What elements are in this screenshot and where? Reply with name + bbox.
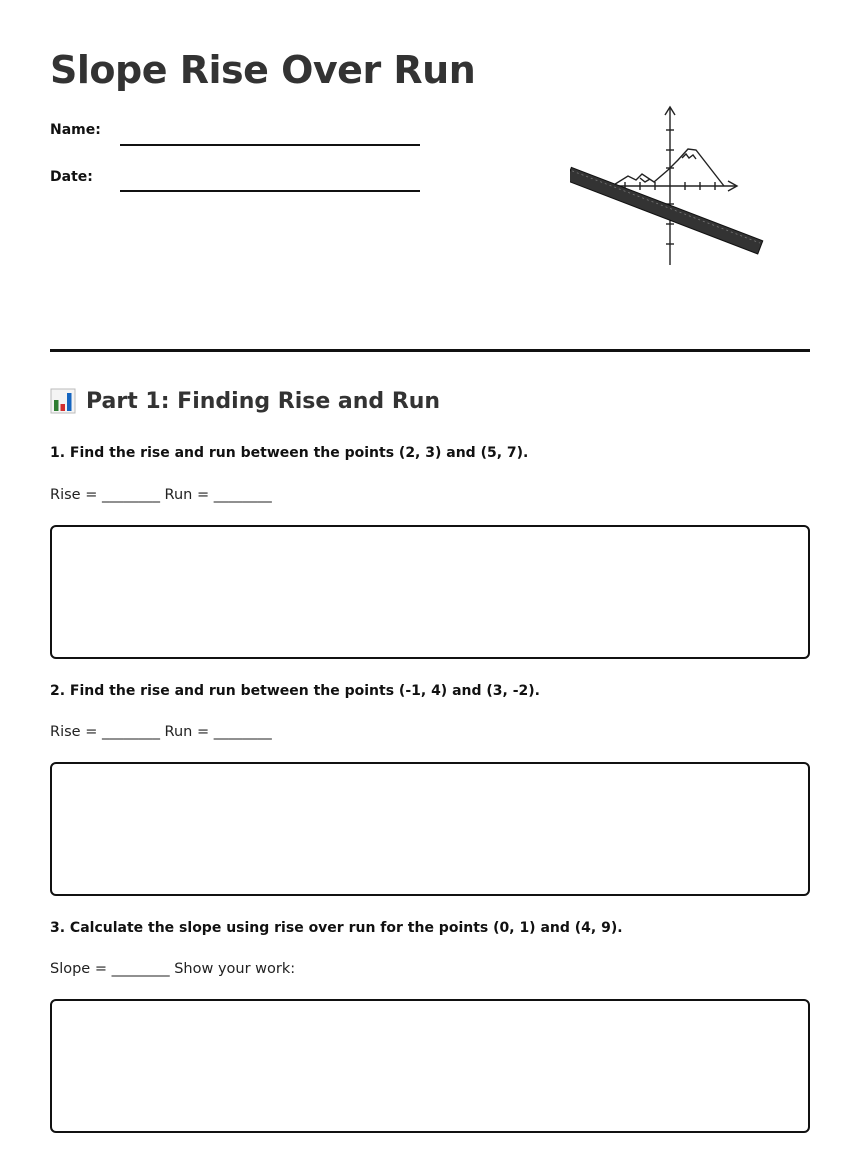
question-1-prompt: 1. Find the rise and run between the points (2, 3) and (5, 7).	[50, 445, 529, 461]
question-2-work-box[interactable]	[50, 762, 810, 896]
section-title: Part 1: Finding Rise and Run	[86, 388, 441, 414]
date-label: Date:	[50, 169, 93, 185]
bar-chart-icon	[50, 388, 76, 414]
question-3-prompt: 3. Calculate the slope using rise over run for the points (0, 1) and (4, 9).	[50, 920, 623, 936]
section-heading	[50, 388, 440, 414]
question-1-answer-line[interactable]: Rise = ________ Run = ________	[50, 487, 272, 503]
question-1-work-box[interactable]	[50, 525, 810, 659]
question-2-prompt: 2. Find the rise and run between the points (-1, 4) and (3, -2).	[50, 683, 540, 699]
page-title: Slope Rise Over Run	[50, 48, 476, 92]
date-input-line[interactable]	[120, 190, 420, 192]
question-2-answer-line[interactable]: Rise = ________ Run = ________	[50, 724, 272, 740]
section-divider	[50, 349, 810, 352]
question-3-work-box[interactable]	[50, 999, 810, 1133]
question-3-answer-line[interactable]: Slope = ________ Show your work:	[50, 961, 296, 977]
name-label: Name:	[50, 122, 101, 138]
name-input-line[interactable]	[120, 144, 420, 146]
mountain-graph-ruler-icon	[570, 100, 770, 270]
